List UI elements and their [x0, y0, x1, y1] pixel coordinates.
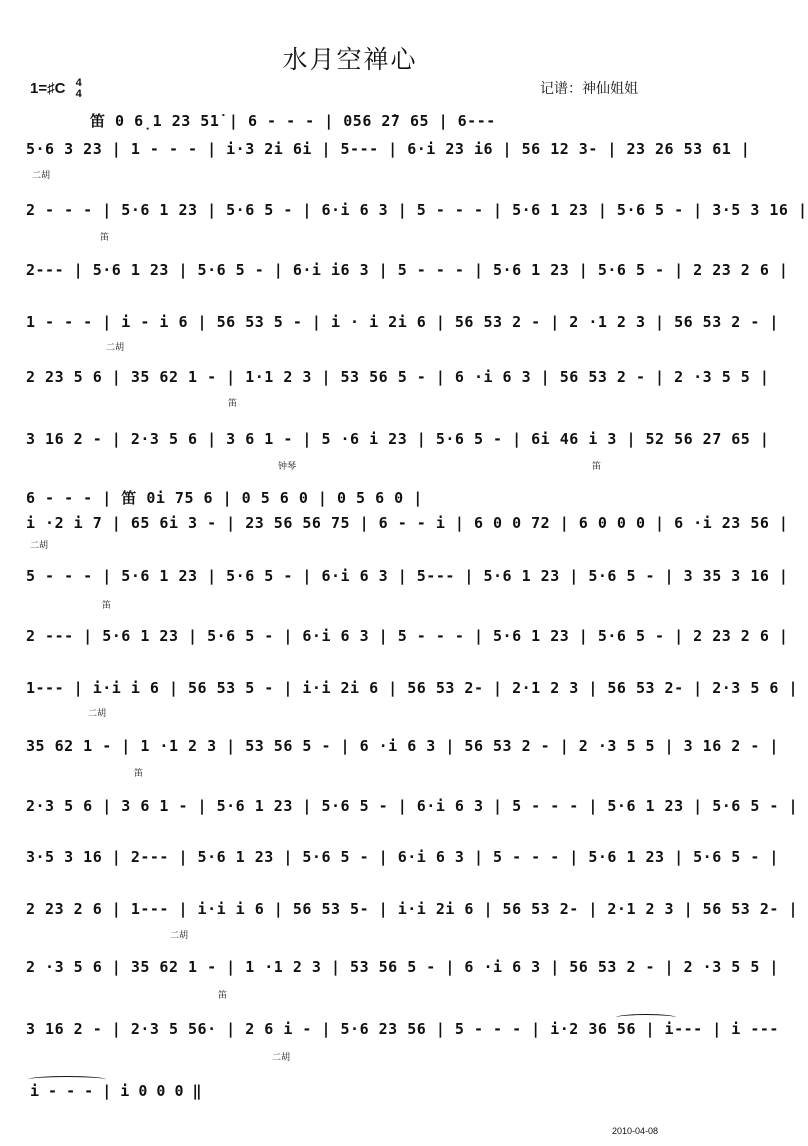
time-numerator: 4: [75, 77, 82, 89]
score-line-16: 3 16 2 - | 2·3 5 56· | 2 6 i - | 5·6 23 56 | 5 - - - | i·2 36 56 | i--- | i ---: [26, 1020, 779, 1038]
score-line-5: 2 23 5 6 | 35 62 1 - | 1·1 2 3 | 53 56 5 - | 6 ·i 6 3 | 56 53 2 - | 2 ·3 5 5 |: [26, 368, 770, 386]
tag-erhu-6: 二胡: [272, 1053, 291, 1063]
song-title: 水月空禅心: [282, 45, 418, 74]
date-stamp: 2010-04-08: [612, 1126, 659, 1136]
tag-erhu-4: 二胡: [88, 709, 107, 719]
score-line-12: 2·3 5 6 | 3 6 1 - | 5·6 1 23 | 5·6 5 - | 6·i 6 3 | 5 - - - | 5·6 1 23 | 5·6 5 - |: [26, 797, 798, 815]
score-line-1: 5·6 3 23 | 1 - - - | i·3 2i 6i | 5--- | 6·i 23 i6 | 56 12 3- | 23 26 53 61 |: [26, 140, 751, 158]
score-line-7: i ·2 i 7 | 65 6i 3 - | 23 56 56 75 | 6 - - i | 6 0 0 72 | 6 0 0 0 | 6 ·i 23 56 |: [26, 514, 789, 532]
tag-zhongqin: 钟琴: [278, 462, 297, 472]
score-line-9: 2 --- | 5·6 1 23 | 5·6 5 - | 6·i 6 3 | 5 - - - | 5·6 1 23 | 5·6 5 - | 2 23 2 6 |: [26, 627, 789, 645]
score-line-3: 2--- | 5·6 1 23 | 5·6 5 - | 6·i i6 3 | 5 - - - | 5·6 1 23 | 5·6 5 - | 2 23 2 6 |: [26, 261, 789, 279]
score-line-7-upper: 6 - - - | 笛 0i 75 6 | 0 5 6 0 | 0 5 6 0 |: [26, 489, 423, 507]
score-line-6: 3 16 2 - | 2·3 5 6 | 3 6 1 - | 5 ·6 i 23 | 5·6 5 - | 6i 46 i 3 | 52 56 27 65 |: [26, 430, 770, 448]
time-signature: [76, 78, 82, 100]
score-line-8: 5 - - - | 5·6 1 23 | 5·6 5 - | 6·i 6 3 | 5--- | 5·6 1 23 | 5·6 5 - | 3 35 3 16 |: [26, 567, 789, 585]
tie-mark: [616, 1014, 676, 1021]
score-line-2: 2 - - - | 5·6 1 23 | 5·6 5 - | 6·i 6 3 | 5 - - - | 5·6 1 23 | 5·6 5 - | 3·5 3 16 |: [26, 201, 808, 219]
transcriber-credit: 记谱：神仙姐姐: [540, 81, 638, 97]
tag-di-1: 笛: [100, 233, 110, 243]
score-line-4: 1 - - - | i - i 6 | 56 53 5 - | i · i 2i 6 | 56 53 2 - | 2 ·1 2 3 | 56 53 2 - |: [26, 313, 779, 331]
tag-di-5: 笛: [134, 769, 144, 779]
score-ending: i - - - | i 0 0 0 ‖: [30, 1082, 202, 1100]
tag-di-3: 笛: [592, 462, 602, 472]
score-line-13: 3·5 3 16 | 2--- | 5·6 1 23 | 5·6 5 - | 6·i 6 3 | 5 - - - | 5·6 1 23 | 5·6 5 - |: [26, 848, 779, 866]
tag-erhu-5: 二胡: [170, 931, 189, 941]
key-signature: [30, 78, 82, 100]
score-line-10: 1--- | i·i i 6 | 56 53 5 - | i·i 2i 6 | 56 53 2- | 2·1 2 3 | 56 53 2- | 2·3 5 6 |: [26, 679, 798, 697]
tag-erhu-2: 二胡: [106, 343, 125, 353]
tag-erhu-1: 二胡: [32, 171, 51, 181]
tag-erhu-3: 二胡: [30, 541, 49, 551]
score-line-11: 35 62 1 - | 1 ·1 2 3 | 53 56 5 - | 6 ·i 6 3 | 56 53 2 - | 2 ·3 5 5 | 3 16 2 - |: [26, 737, 779, 755]
tag-di-2: 笛: [228, 399, 238, 409]
score-line-14: 2 23 2 6 | 1--- | i·i i 6 | 56 53 5- | i·i 2i 6 | 56 53 2- | 2·1 2 3 | 56 53 2- |: [26, 900, 798, 918]
time-denominator: 4: [75, 88, 82, 100]
key-label: 1=♯C: [30, 79, 66, 97]
score-line-15: 2 ·3 5 6 | 35 62 1 - | 1 ·1 2 3 | 53 56 5 - | 6 ·i 6 3 | 56 53 2 - | 2 ·3 5 5 |: [26, 958, 779, 976]
tag-di-6: 笛: [218, 991, 228, 1001]
score-line-intro: 笛 0 6̣1 23 51̇ | 6 - - - | 056 2̇7 65 | 6---: [90, 112, 496, 130]
tag-di-4: 笛: [102, 601, 112, 611]
